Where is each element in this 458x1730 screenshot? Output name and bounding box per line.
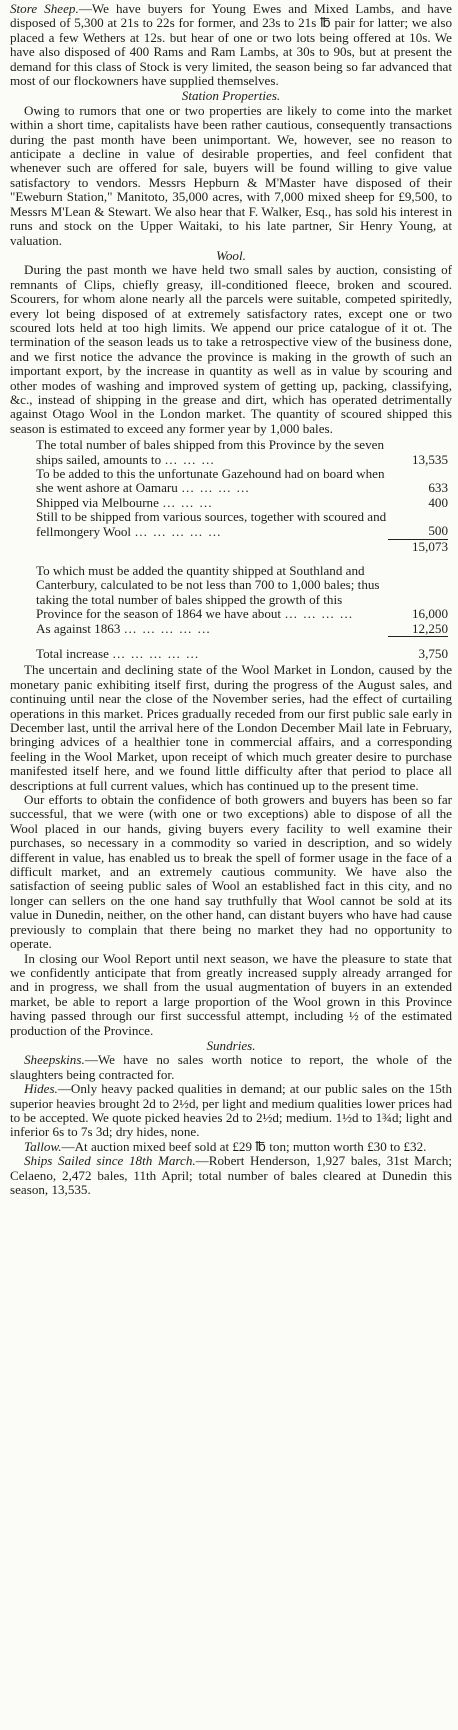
table-row — [36, 564, 448, 622]
sheepskins-label: Sheepskins. — [24, 1052, 85, 1068]
table-row-dots: … … … … … — [123, 621, 212, 637]
table-row — [36, 467, 448, 496]
hides-text: —Only heavy packed qualities in demand; at our public sales on the 15th superior heavies brought 2d to 2½d, per light and medium qualities lower prices had to be accepted. We quote picked heavies 2d to 2½d; medium. 1½d to 1¾d; light and inferior 6s to 7s 3d; dry hides, none. — [10, 1081, 452, 1140]
table-row-value: 633 — [428, 480, 448, 496]
tallow-text: —At auction mixed beef sold at £29 ℔ ton; mutton worth £30 to £32. — [61, 1138, 427, 1154]
table-row-value: 500 — [388, 510, 448, 539]
table-total-value: 3,750 — [418, 645, 448, 661]
wool-bales-table — [36, 438, 448, 661]
table-row-dots: … … … — [162, 494, 214, 510]
sundries-heading: Sundries. — [206, 1037, 256, 1053]
table-total-row — [36, 647, 448, 661]
table-row-value: 13,535 — [411, 451, 448, 467]
table-row-value: 16,000 — [411, 606, 448, 622]
wool-heading: Wool. — [216, 247, 246, 263]
wool-paragraph-2: The uncertain and declining state of the Wool Market in London, caused by the monetary panic exhibiting itself first, during the progress of the August sales, and continuing until near the close of the November series, had the effect of curtailing operations in this market. Prices gradually receded from our first public sale early in December last, until the arrival here of the London December Mail late in February, bringing advices of a healthier tone in commercial affairs, and a corresponding feeling in the Wool Market, upon receipt of which much greater desire to purchase manifested itself here, and we found little difficulty after that period to place all descriptions at full current values, which has continued up to the present time. — [10, 662, 452, 793]
table-row-label: Still to be shipped from various sources, together with scoured and fellmongery Wool — [36, 509, 387, 539]
table-row — [36, 510, 448, 539]
table-row-value: 400 — [428, 494, 448, 510]
table-row-label: The total number of bales shipped from this Province by the seven ships sailed, amounts to — [36, 437, 384, 467]
table-row-label: As against 1863 — [36, 621, 121, 637]
wool-paragraph-4: In closing our Wool Report until next season, we have the pleasure to state that we confidently anticipate that from greatly increased supply already arranged for and in progress, we shall from the usual augmentation of buyers in an extended market, be able to report a large proportion of the Wool grown in this Province having passed through our first successful attempt, including ½ of the estimated production of the Province. — [10, 950, 452, 1038]
table-row-label: Shipped via Melbourne — [36, 494, 159, 510]
hides-paragraph — [10, 1082, 452, 1140]
table-row-label: To which must be added the quantity shipped at Southland and Canterbury, calculated to be not less than 700 to 1,000 bales; thus taking the total number of bales shipped the growth of this Province for the season of 1864 we have about — [36, 562, 380, 622]
table-row-dots: … … … … — [181, 480, 251, 496]
table-row — [36, 496, 448, 510]
hides-label: Hides. — [24, 1081, 58, 1097]
ships-sailed-label: Ships Sailed since 18th March. — [24, 1153, 196, 1169]
table-row-value: 12,250 — [388, 622, 448, 637]
tallow-label: Tallow. — [24, 1138, 62, 1154]
store-sheep-paragraph — [10, 2, 452, 88]
station-properties-paragraph: Owing to rumors that one or two properties are likely to come into the market within a short time, capitalists have been rather cautious, consequently transactions during the past month have been unimportant. We, however, see no reason to anticipate a decline in value of desirable properties, and feel confident that whenever such are offered for sale, buyers will be found willing to give value satisfactory to vendors. Messrs Hepburn & M'Master have disposed of their "Eweburn Station," Manitoto, 35,000 acres, with 7,000 mixed sheep for £9,500, to Messrs M'Lean & Stewart. We also hear that F. Walker, Esq., has sold his interest in runs and stock on the Upper Waitaki, to his late partner, Sir Henry Young, at valuation. — [10, 102, 452, 248]
table-row-dots: … … … … … — [112, 645, 200, 661]
table-row — [36, 622, 448, 637]
store-sheep-text: —We have buyers for Young Ewes and Mixed Lambs, and have disposed of 5,300 at 21s to 22s for former, and 23s to 21s ℔ pair for latter; we also placed a few Wethers at 12s. but hear of one or two lots being offered at 10s. We have also disposed of 400 Rams and Ram Lambs, at 30s to 90s, but at present the demand for this class of Stock is very limited, the season being so far advanced that most of our flockowners have supplied themselves. — [10, 1, 452, 89]
ships-sailed-paragraph — [10, 1154, 452, 1197]
table-row-dots: … … … — [164, 451, 216, 467]
table-subtotal-row — [36, 539, 448, 554]
sheepskins-text: —We have no sales worth notice to report, the whole of the slaughters being contracted for. — [10, 1052, 452, 1082]
table-row-label: Total increase — [36, 645, 109, 661]
wool-paragraph-1: During the past month we have held two small sales by auction, consisting of remnants of Clips, chiefly greasy, ill-conditioned fleece, broken and scoured. Scourers, for whom alone nearly all the parcels were suitable, competed spiritedly, every lot being disposed of at extremely satisfactory rates, except one or two scoured lots held at too high limits. We append our price catalogue of it ot. The termination of the season leads us to take a retrospective view of the business done, and we first notice the advance the province is making in the growth of such an important export, by the increase in quantity as well as in value by scouring and other modes of washing and improved system of getting up, packing, classifying, &c., instead of shipping in the grease and dirt, which has operated detrimentally against Otago Wool in the London market. The quantity of scoured shipped this season is estimated to exceed any former year by 1,000 bales. — [10, 262, 452, 436]
station-properties-heading: Station Properties. — [181, 88, 281, 104]
table-row-dots: … … … … — [284, 606, 354, 622]
ships-sailed-text: —Robert Henderson, 1,927 bales, 31st March; Celaeno, 2,472 bales, 11th April; total number of bales cleared at Dunedin this season, 13,535. — [10, 1153, 452, 1197]
store-sheep-label: Store Sheep. — [10, 1, 79, 16]
table-row — [36, 438, 448, 467]
sheepskins-paragraph — [10, 1053, 452, 1082]
table-row-dots: … … … … … — [134, 523, 222, 539]
table-subtotal-value: 15,073 — [411, 538, 448, 554]
tallow-paragraph — [10, 1140, 452, 1154]
table-row-label: To be added to this the unfortunate Gazehound had on board when she went ashore at Oamaru — [36, 466, 385, 496]
wool-paragraph-3: Our efforts to obtain the confidence of both growers and buyers has been so far successful, that we were (with one or two exceptions) able to dispose of all the Wool placed in our hands, giving buyers every facility to well examine their purchases, so necessary in a commodity so varied in description, and so widely different in value, has enabled us to break the spell of former usage in the face of a difficult market, and an extremely cautious community. We have also the satisfaction of seeing public sales of Wool an established fact in this city, and no longer can sellers on the one hand say truthfully that Wool cannot be sold at its value in Dunedin, neither, on the other hand, can distant buyers who have had cause previously to complain that there being no market they had no opportunity to operate. — [10, 792, 452, 952]
